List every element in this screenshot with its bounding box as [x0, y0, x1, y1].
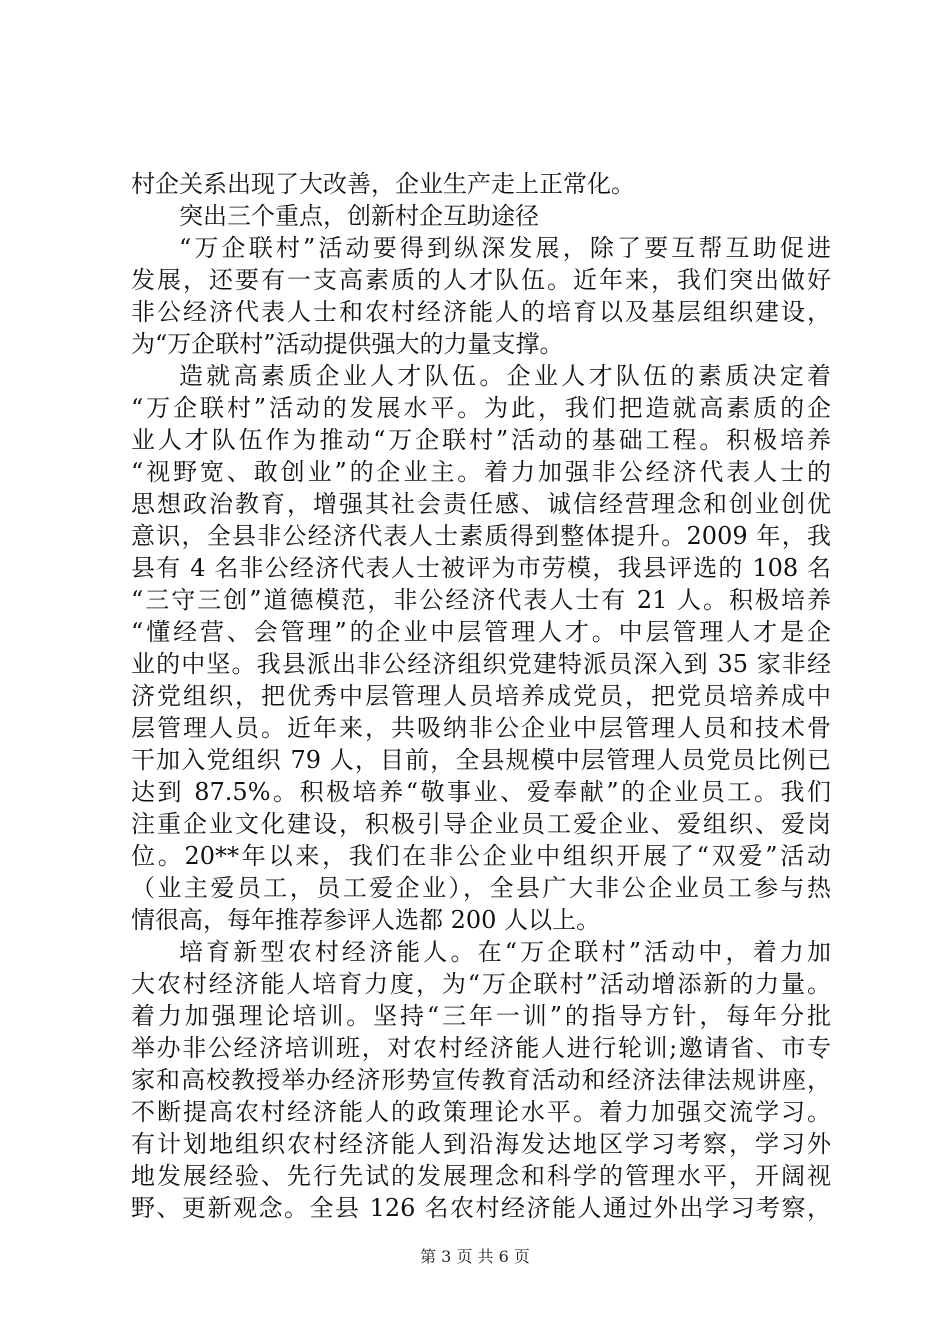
- text-line: （业主爱员工，员工爱企业），全县广大非公企业员工参与热: [131, 874, 831, 902]
- text-line: 济党组织，把优秀中层管理人员培养成党员，把党员培养成中: [131, 682, 831, 710]
- text-line: 达到 87.5%。积极培养“敬事业、爱奉献”的企业员工。我们: [131, 778, 831, 806]
- text-line: 为“万企联村”活动提供强大的力量支撑。: [131, 330, 564, 358]
- text-line: 造就高素质企业人才队伍。企业人才队伍的素质决定着: [179, 362, 831, 390]
- text-line: 注重企业文化建设，积极引导企业员工爱企业、爱组织、爱岗: [131, 810, 831, 838]
- text-line: 着力加强理论培训。坚持“三年一训”的指导方针，每年分批: [131, 1002, 831, 1030]
- text-line: “万企联村”活动的发展水平。为此，我们把造就高素质的企: [131, 394, 831, 422]
- text-line: 干加入党组织 79 人，目前，全县规模中层管理人员党员比例已: [131, 746, 831, 774]
- document-body: [131, 168, 831, 1224]
- text-line: “懂经营、会管理”的企业中层管理人才。中层管理人才是企: [131, 618, 831, 646]
- text-line: 有计划地组织农村经济能人到沿海发达地区学习考察，学习外: [131, 1130, 831, 1158]
- text-line: 野、更新观念。全县 126 名农村经济能人通过外出学习考察，: [131, 1194, 831, 1222]
- text-line: 思想政治教育，增强其社会责任感、诚信经营理念和创业创优: [131, 490, 831, 518]
- text-line: 家和高校教授举办经济形势宣传教育活动和经济法律法规讲座，: [131, 1066, 831, 1094]
- text-line: 层管理人员。近年来，共吸纳非公企业中层管理人员和技术骨: [131, 714, 831, 742]
- text-line: 业人才队伍作为推动“万企联村”活动的基础工程。积极培养: [131, 426, 831, 454]
- text-line: 位。20**年以来，我们在非公企业中组织开展了“双爱”活动: [131, 842, 831, 870]
- text-line: “三守三创”道德模范，非公经济代表人士有 21 人。积极培养: [131, 586, 831, 614]
- text-line: 大农村经济能人培育力度，为“万企联村”活动增添新的力量。: [131, 970, 831, 998]
- text-line: 非公经济代表人士和农村经济能人的培育以及基层组织建设，: [131, 298, 831, 326]
- text-line: “视野宽、敢创业”的企业主。着力加强非公经济代表人士的: [131, 458, 831, 486]
- text-line: 县有 4 名非公经济代表人士被评为市劳模，我县评选的 108 名: [131, 554, 831, 582]
- text-line: 地发展经验、先行先试的发展理念和科学的管理水平，开阔视: [131, 1162, 831, 1190]
- text-line: “万企联村”活动要得到纵深发展，除了要互帮互助促进: [179, 234, 831, 262]
- text-line: 发展，还要有一支高素质的人才队伍。近年来，我们突出做好: [131, 266, 831, 294]
- text-line: 意识，全县非公经济代表人士素质得到整体提升。2009 年，我: [131, 522, 831, 550]
- text-line: 不断提高农村经济能人的政策理论水平。着力加强交流学习。: [131, 1098, 831, 1126]
- text-line: 村企关系出现了大改善，企业生产走上正常化。: [131, 170, 635, 198]
- text-line: 培育新型农村经济能人。在“万企联村”活动中，着力加: [179, 938, 831, 966]
- text-line: 业的中坚。我县派出非公经济组织党建特派员深入到 35 家非经: [131, 650, 831, 678]
- text-line: 情很高，每年推荐参评人选都 200 人以上。: [131, 906, 601, 934]
- text-line: 突出三个重点，创新村企互助途径: [179, 202, 539, 230]
- page-footer: 第 3 页 共 6 页: [420, 1247, 530, 1266]
- text-line: 举办非公经济培训班，对农村经济能人进行轮训;邀请省、市专: [131, 1034, 831, 1062]
